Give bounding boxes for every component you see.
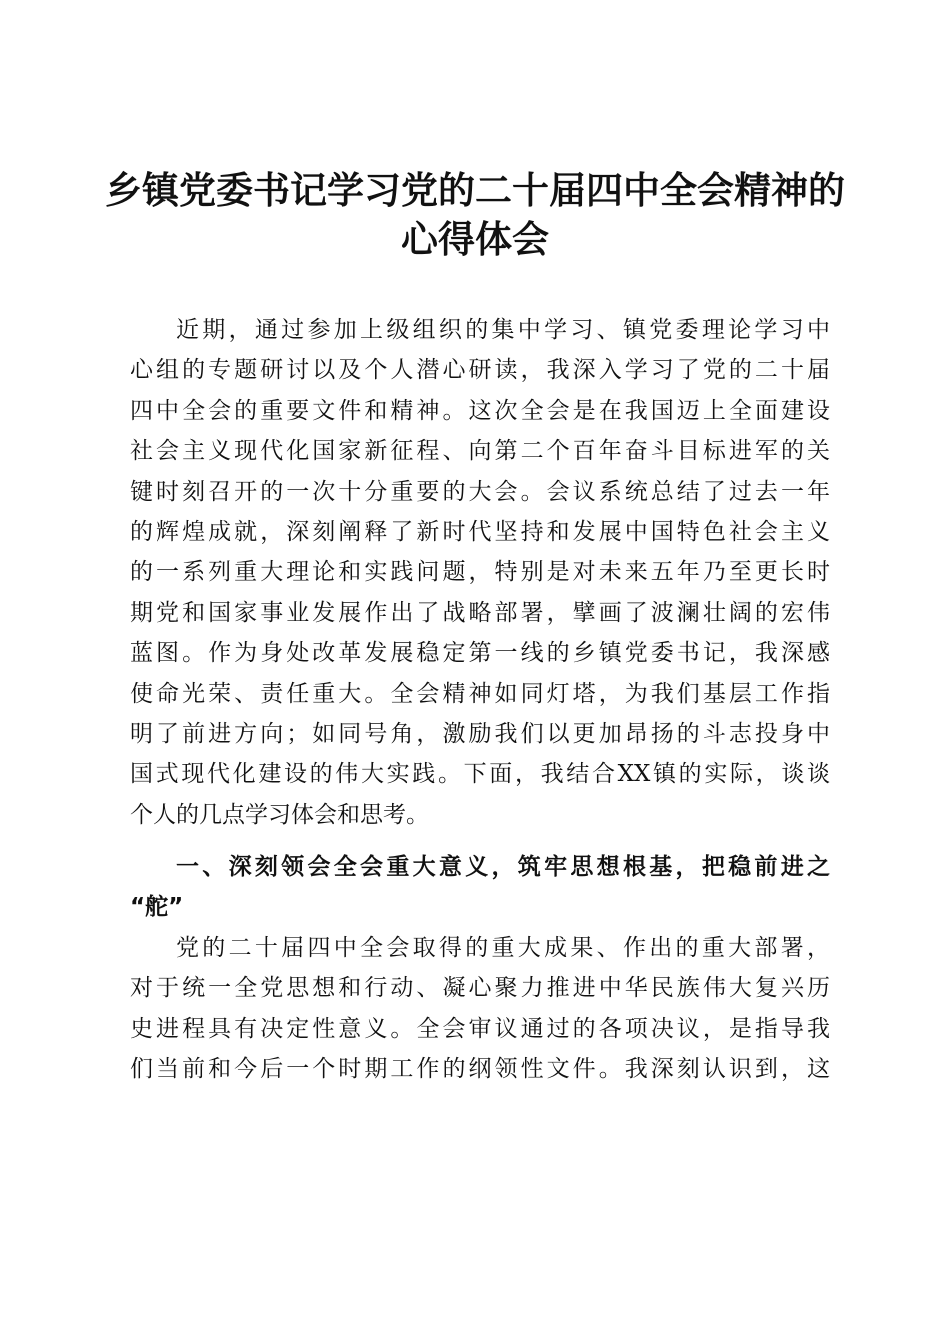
text-line: 四中全会的重要文件和精神。这次全会是在我国迈上全面建设: [130, 397, 830, 424]
text-line: 近期，通过参加上级组织的集中学习、镇党委理论学习中: [176, 317, 830, 343]
text-line: 蓝图。作为身处改革发展稳定第一线的乡镇党委书记，我深感: [130, 640, 830, 667]
text-line: 的一系列重大理论和实践问题，特别是对未来五年乃至更长时: [130, 559, 830, 586]
paragraph-gap: [130, 835, 830, 847]
text-line: 键时刻召开的一次十分重要的大会。会议系统总结了过去一年: [130, 478, 830, 505]
document-title: [100, 166, 850, 264]
document-body: [130, 310, 830, 1089]
title-line-2: 心得体会: [401, 217, 549, 261]
text-line: 明了前进方向；如同号角，激励我们以更加昂扬的斗志投身中: [130, 720, 830, 747]
heading-line: “舵”: [130, 894, 184, 921]
text-line: 史进程具有决定性意义。全会审议通过的各项决议，是指导我: [130, 1015, 830, 1042]
section-heading-1: [130, 847, 830, 928]
text-line: 们当前和今后一个时期工作的纲领性文件。我深刻认识到，这: [130, 1056, 830, 1083]
heading-line: 一、深刻领会全会重大意义，筑牢思想根基，把稳前进之: [176, 854, 830, 881]
text-line: 的辉煌成就，深刻阐释了新时代坚持和发展中国特色社会主义: [130, 518, 830, 545]
text-line: 心组的专题研讨以及个人潜心研读，我深入学习了党的二十届: [130, 357, 830, 384]
title-line-1: 乡镇党委书记学习党的二十届四中全会精神的: [105, 168, 845, 212]
text-line: 社会主义现代化国家新征程、向第二个百年奋斗目标进军的关: [130, 438, 830, 465]
text-line: 个人的几点学习体会和思考。: [130, 801, 429, 828]
section-1-paragraph: [130, 928, 830, 1090]
text-line: 对于统一全党思想和行动、凝心聚力推进中华民族伟大复兴历: [130, 975, 830, 1002]
text-line: 国式现代化建设的伟大实践。下面，我结合XX镇的实际，谈谈: [130, 761, 830, 788]
text-line: 期党和国家事业发展作出了战略部署，擘画了波澜壮阔的宏伟: [130, 599, 830, 626]
text-line: 党的二十届四中全会取得的重大成果、作出的重大部署，: [176, 934, 830, 961]
intro-paragraph: [130, 310, 830, 835]
text-line: 使命光荣、责任重大。全会精神如同灯塔，为我们基层工作指: [130, 680, 830, 707]
